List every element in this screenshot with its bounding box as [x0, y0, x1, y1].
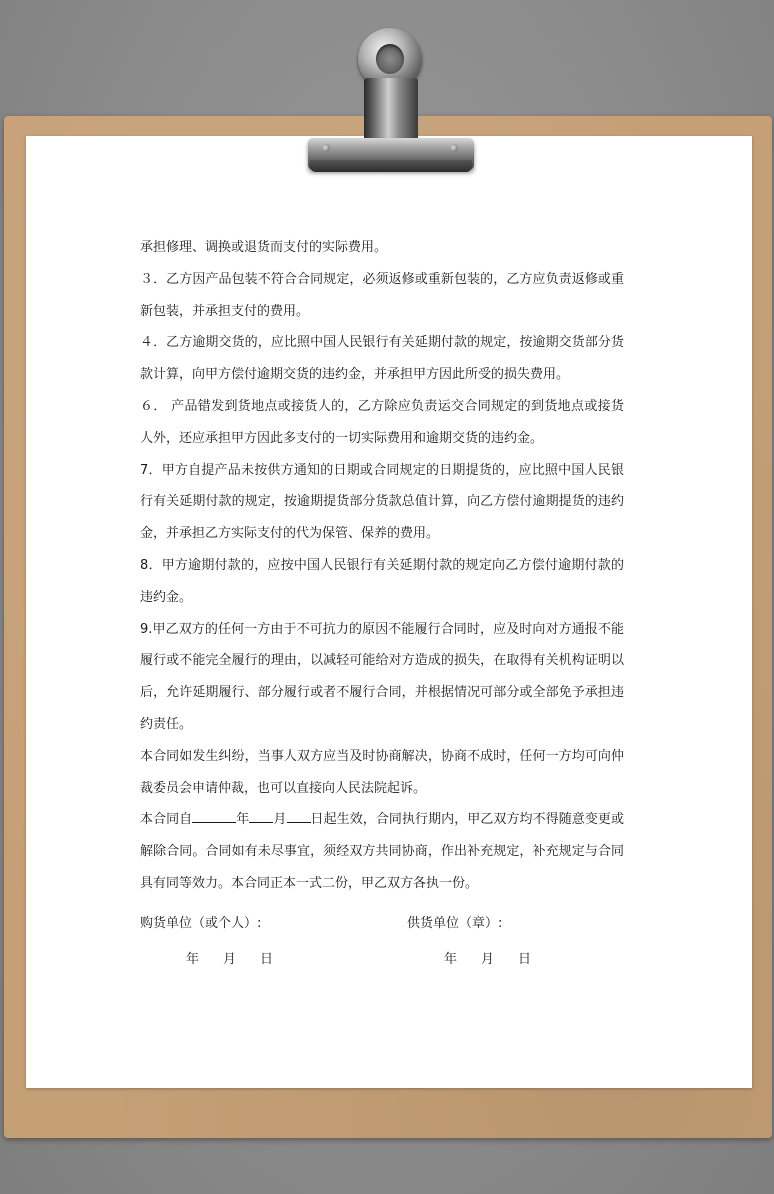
year-blank: [192, 808, 236, 823]
effective-suffix: 日起生效，合同执行期内，甲乙双方均不得随意变更或解除合同。合同如有未尽事宜，须经双方共同协商，作出补充规定，补充规定与合同具有同等效力。本合同正本一式二份，甲乙双方各执一份。: [140, 812, 624, 891]
buyer-label: 购货单位（或个人）:: [140, 916, 262, 931]
clip-neck: [364, 78, 418, 144]
date-year: 年: [444, 952, 458, 967]
effective-prefix: 本合同自: [140, 812, 193, 828]
date-month: 月: [223, 952, 237, 967]
effective-date-paragraph: [140, 804, 624, 899]
seller-label: 供货单位（章）:: [407, 916, 503, 931]
binder-clip-icon: [300, 28, 476, 178]
clip-ring-hole: [376, 44, 404, 74]
effective-year: 年: [236, 812, 250, 828]
paragraph: 8．甲方逾期付款的，应按中国人民银行有关延期付款的规定向乙方偿付逾期付款的违约金。: [140, 557, 624, 605]
seller-date: [444, 948, 555, 967]
paragraph: 9.甲乙双方的任何一方由于不可抗力的原因不能履行合同时，应及时向对方通报不能履行或不能完全履行的理由，以减轻可能给对方造成的损失，在取得有关机构证明以后，允许延期履行、部分履行或者不履行合同，并根据情况可部分或全部免予承担违约责任。: [140, 621, 624, 732]
paragraph: ４．乙方逾期交货的，应比照中国人民银行有关延期付款的规定，按逾期交货部分货款计算，向甲方偿付逾期交货的违约金，并承担甲方因此所受的损失费用。: [140, 335, 624, 383]
signature-section: [140, 912, 624, 972]
day-blank: [287, 808, 311, 823]
contract-text: [140, 232, 624, 900]
buyer-date: [186, 948, 297, 967]
date-year: 年: [186, 952, 200, 967]
clip-rivet: [322, 144, 330, 152]
paragraph: 承担修理、调换或退货而支付的实际费用。: [140, 240, 388, 255]
paragraph: 本合同如发生纠纷，当事人双方应当及时协商解决，协商不成时，任何一方均可向仲裁委员会申请仲裁，也可以直接向人民法院起诉。: [140, 748, 624, 796]
month-blank: [249, 808, 273, 823]
paragraph: ６． 产品错发到货地点或接货人的，乙方除应负责运交合同规定的到货地点或接货人外，还应承担甲方因此多支付的一切实际费用和逾期交货的违约金。: [140, 398, 624, 446]
date-day: 日: [260, 952, 274, 967]
paragraph: 7．甲方自提产品未按供方通知的日期或合同规定的日期提货的，应比照中国人民银行有关延期付款的规定，按逾期提货部分货款总值计算，向乙方偿付逾期提货的违约金，并承担乙方实际支付的代为保管、保养的费用。: [140, 462, 624, 542]
date-day: 日: [518, 952, 532, 967]
clip-plate-edge: [310, 160, 472, 172]
date-month: 月: [481, 952, 495, 967]
clip-rivet: [450, 144, 458, 152]
paragraph: ３．乙方因产品包装不符合合同规定，必须返修或重新包装的，乙方应负责返修或重新包装，并承担支付的费用。: [140, 271, 624, 319]
effective-month: 月: [273, 812, 287, 828]
